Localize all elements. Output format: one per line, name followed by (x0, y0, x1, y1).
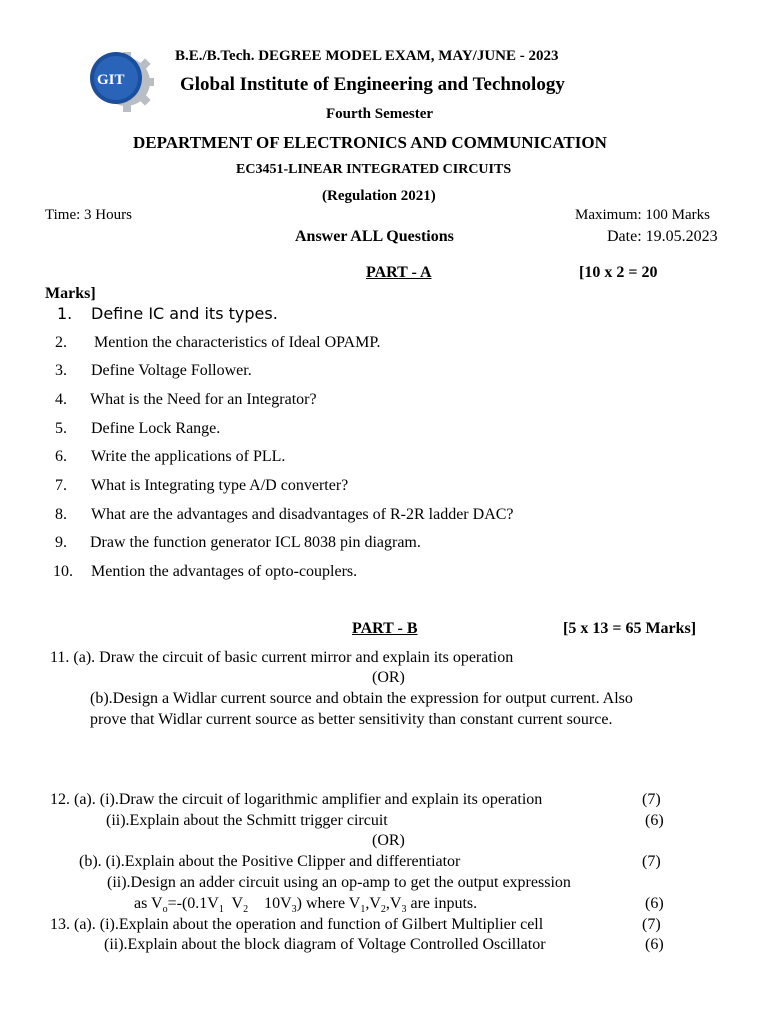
exam-date: Date: 19.05.2023 (607, 228, 718, 245)
q13-a-i-marks: (7) (642, 916, 661, 933)
or-divider: (OR) (372, 832, 405, 849)
q12-a-ii-marks: (6) (645, 812, 664, 829)
institute-logo (86, 46, 154, 114)
question-text: What are the advantages and disadvantages of R-2R ladder DAC? (91, 506, 514, 523)
q12-a-ii: (ii).Explain about the Schmitt trigger circuit (106, 812, 388, 829)
regulation: (Regulation 2021) (322, 188, 436, 204)
max-marks: Maximum: 100 Marks (575, 207, 710, 223)
part-b-marks: [5 x 13 = 65 Marks] (563, 620, 697, 637)
part-a-title: PART - A (366, 264, 432, 281)
question-number: 3. (55, 362, 67, 379)
q11-b-line1: (b).Design a Widlar current source and obtain the expression for output current. Also (90, 690, 633, 707)
institute-name: Global Institute of Engineering and Technology (180, 74, 565, 95)
q11-a: 11. (a). Draw the circuit of basic current mirror and explain its operation (50, 649, 514, 666)
question-text: Draw the function generator ICL 8038 pin diagram. (90, 534, 421, 551)
question-number: 5. (55, 420, 67, 437)
question-number: 7. (55, 477, 67, 494)
question-text: What is Integrating type A/D converter? (91, 477, 349, 494)
question-text: Define Lock Range. (91, 420, 221, 437)
question-number: 4. (55, 391, 67, 408)
question-number: 8. (55, 506, 67, 523)
q13-a-ii-marks: (6) (645, 936, 664, 953)
course-title: EC3451-LINEAR INTEGRATED CIRCUITS (236, 162, 512, 177)
part-a-marks: [10 x 2 = 20 (579, 264, 658, 281)
q12-a-i: 12. (a). (i).Draw the circuit of logarithmic amplifier and explain its operation (50, 791, 543, 808)
q12-b-ii-line1: (ii).Design an adder circuit using an op-amp to get the output expression (107, 874, 571, 891)
question-text: Mention the advantages of opto-couplers. (91, 563, 358, 580)
q11-b-line2: prove that Widlar current source as better sensitivity than constant current source. (90, 711, 613, 728)
question-number: 1. (57, 304, 73, 323)
q12-b-ii-marks: (6) (645, 895, 664, 912)
q12-b-i: (b). (i).Explain about the Positive Clipper and differentiator (79, 853, 461, 870)
logo-text: GIT (97, 72, 125, 88)
q13-a-ii: (ii).Explain about the block diagram of Voltage Controlled Oscillator (104, 936, 546, 953)
semester: Fourth Semester (326, 106, 434, 122)
question-text: Mention the characteristics of Ideal OPAMP. (94, 334, 381, 351)
q12-b-ii-line2: as $V_o=-(0.1V_1$ $V_2$ $10V_3$) where $V_1,V_2,V_3$ are inputs. (134, 895, 478, 916)
or-divider: (OR) (372, 669, 405, 686)
question-text: What is the Need for an Integrator? (90, 391, 317, 408)
question-number: 9. (55, 534, 67, 551)
part-a-marks-cont: Marks] (45, 285, 96, 302)
question-text: Write the applications of PLL. (91, 448, 286, 465)
part-b-title: PART - B (352, 620, 418, 637)
question-number: 6. (55, 448, 67, 465)
question-text: Define IC and its types. (91, 304, 278, 323)
question-number: 2. (55, 334, 67, 351)
q12-a-i-marks: (7) (642, 791, 661, 808)
exam-time: Time: 3 Hours (45, 207, 132, 223)
question-number: 10. (53, 563, 73, 580)
q12-b-i-marks: (7) (642, 853, 661, 870)
q13-a-i: 13. (a). (i).Explain about the operation and function of Gilbert Multiplier cell (50, 916, 544, 933)
question-text: Define Voltage Follower. (91, 362, 252, 379)
instruction: Answer ALL Questions (295, 228, 454, 245)
department: DEPARTMENT OF ELECTRONICS AND COMMUNICATION (133, 133, 607, 152)
exam-title: B.E./B.Tech. DEGREE MODEL EXAM, MAY/JUNE - 2023 (175, 48, 559, 64)
